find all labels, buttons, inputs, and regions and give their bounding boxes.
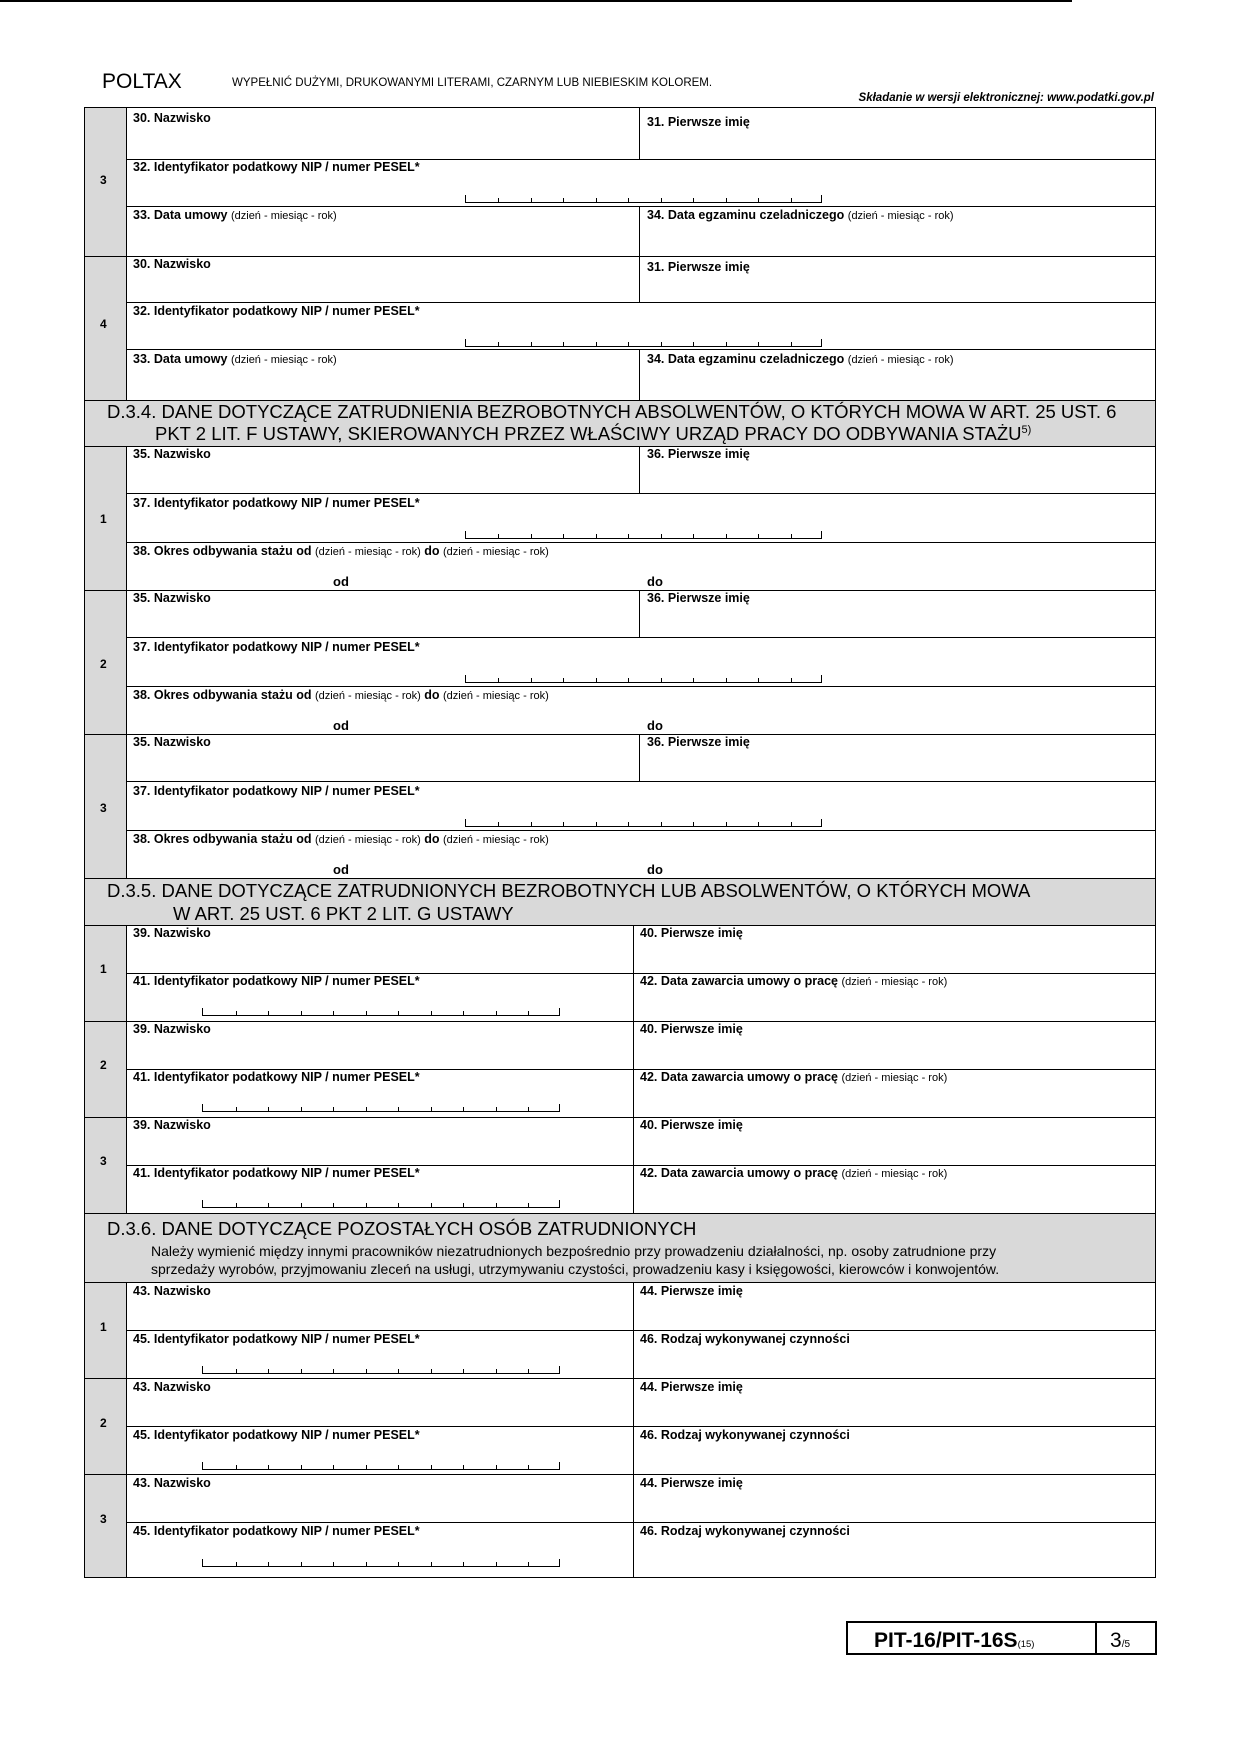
id-digit-boxes [202, 1559, 560, 1567]
id-digit-separator [498, 198, 499, 202]
id-digit-boxes [465, 531, 822, 539]
field-label: 44. Pierwsze imię [640, 1284, 743, 1298]
id-digit-separator [431, 1369, 432, 1373]
id-digit-separator [301, 1011, 302, 1015]
id-digit-boxes [465, 675, 822, 683]
id-digit-separator [463, 1203, 464, 1207]
id-digit-separator [628, 822, 629, 826]
form-code-box [848, 1623, 1097, 1653]
id-digit-separator [366, 1107, 367, 1111]
id-digit-separator [398, 1011, 399, 1015]
id-digit-separator [628, 534, 629, 538]
header-divider [0, 0, 1072, 2]
id-digit-separator [758, 822, 759, 826]
field-label: 44. Pierwsze imię [640, 1380, 743, 1394]
id-digit-separator [726, 342, 727, 346]
field-label: 37. Identyfikator podatkowy NIP / numer PESEL* [133, 784, 420, 798]
id-digit-separator [366, 1465, 367, 1469]
id-digit-separator [496, 1203, 497, 1207]
id-digit-separator [431, 1562, 432, 1566]
field-label: 40. Pierwsze imię [640, 1022, 743, 1036]
id-digit-separator [333, 1369, 334, 1373]
id-digit-boxes [202, 1200, 560, 1208]
id-digit-separator [496, 1562, 497, 1566]
field-label: 45. Identyfikator podatkowy NIP / numer PESEL* [133, 1332, 420, 1346]
id-digit-separator [463, 1369, 464, 1373]
id-digit-separator [268, 1203, 269, 1207]
id-digit-separator [236, 1369, 237, 1373]
id-digit-separator [528, 1107, 529, 1111]
id-digit-separator [398, 1369, 399, 1373]
to-label: do [647, 718, 663, 733]
id-digit-separator [496, 1465, 497, 1469]
field-label: 36. Pierwsze imię [647, 735, 750, 749]
field-label: 30. Nazwisko [133, 111, 211, 125]
section-note: sprzedaży wyrobów, przyjmowaniu zleceń na usługi, utrzymywaniu czystości, prowadzeniu kasy i księgowości, kierowców i konwojentów. [151, 1261, 1000, 1277]
field-label: 38. Okres odbywania stażu od (dzień - miesiąc - rok) do (dzień - miesiąc - rok) [133, 544, 549, 558]
id-digit-separator [758, 678, 759, 682]
id-digit-boxes [202, 1462, 560, 1470]
id-digit-separator [463, 1562, 464, 1566]
field-label: 37. Identyfikator podatkowy NIP / numer PESEL* [133, 640, 420, 654]
id-digit-separator [628, 342, 629, 346]
row-number: 3 [100, 173, 107, 187]
electronic-filing-link[interactable]: Składanie w wersji elektronicznej: www.podatki.gov.pl [858, 92, 1154, 104]
id-digit-separator [463, 1107, 464, 1111]
id-digit-separator [563, 534, 564, 538]
field-label: 35. Nazwisko [133, 591, 211, 605]
field-label: 46. Rodzaj wykonywanej czynności [640, 1332, 850, 1346]
field-label: 39. Nazwisko [133, 926, 211, 940]
id-digit-separator [693, 534, 694, 538]
id-digit-separator [268, 1011, 269, 1015]
id-digit-separator [268, 1562, 269, 1566]
field-label: 40. Pierwsze imię [640, 1118, 743, 1132]
field-label: 42. Data zawarcia umowy o pracę (dzień - miesiąc - rok) [640, 1166, 948, 1180]
field-label: 31. Pierwsze imię [647, 260, 750, 274]
section-title: PKT 2 LIT. F USTAWY, SKIEROWANYCH PRZEZ WŁAŚCIWY URZĄD PRACY DO ODBYWANIA STAŻU$^{5)}$ [155, 423, 1032, 444]
id-digit-separator [791, 534, 792, 538]
field-label: 44. Pierwsze imię [640, 1476, 743, 1490]
id-digit-separator [333, 1107, 334, 1111]
id-digit-boxes [465, 819, 822, 827]
section-title: D.3.6. DANE DOTYCZĄCE POZOSTAŁYCH OSÓB ZATRUDNIONYCH [107, 1218, 697, 1239]
section-header-d34 [84, 400, 1156, 447]
id-digit-separator [693, 678, 694, 682]
id-digit-separator [366, 1369, 367, 1373]
id-digit-separator [531, 342, 532, 346]
id-digit-separator [758, 198, 759, 202]
id-digit-separator [268, 1369, 269, 1373]
field-label: 36. Pierwsze imię [647, 447, 750, 461]
id-digit-separator [563, 678, 564, 682]
id-digit-separator [498, 342, 499, 346]
row-number: 3 [100, 1154, 107, 1168]
field-label: 42. Data zawarcia umowy o pracę (dzień - miesiąc - rok) [640, 974, 948, 988]
field-label: 32. Identyfikator podatkowy NIP / numer PESEL* [133, 304, 420, 318]
section-title: W ART. 25 UST. 6 PKT 2 LIT. G USTAWY [173, 903, 514, 924]
id-digit-separator [628, 678, 629, 682]
id-digit-separator [333, 1203, 334, 1207]
id-digit-separator [596, 534, 597, 538]
page-number: 3/5 [1110, 1629, 1131, 1652]
form-code: PIT-16/PIT-16S(15) [874, 1629, 1035, 1652]
id-digit-separator [726, 198, 727, 202]
id-digit-separator [496, 1369, 497, 1373]
id-digit-separator [661, 342, 662, 346]
id-digit-separator [398, 1107, 399, 1111]
field-label: 41. Identyfikator podatkowy NIP / numer PESEL* [133, 1070, 420, 1084]
id-digit-separator [398, 1562, 399, 1566]
id-digit-separator [528, 1369, 529, 1373]
id-digit-separator [693, 198, 694, 202]
id-digit-separator [431, 1203, 432, 1207]
id-digit-separator [496, 1011, 497, 1015]
id-digit-separator [528, 1465, 529, 1469]
field-label: 33. Data umowy (dzień - miesiąc - rok) [133, 208, 337, 222]
row-number: 3 [100, 801, 107, 815]
id-digit-separator [498, 678, 499, 682]
id-digit-separator [693, 822, 694, 826]
id-digit-separator [498, 822, 499, 826]
section-title: D.3.5. DANE DOTYCZĄCE ZATRUDNIONYCH BEZROBOTNYCH LUB ABSOLWENTÓW, O KTÓRYCH MOWA [107, 880, 1031, 901]
id-digit-separator [431, 1465, 432, 1469]
id-digit-separator [528, 1562, 529, 1566]
id-digit-separator [333, 1011, 334, 1015]
id-digit-separator [628, 198, 629, 202]
id-digit-separator [563, 342, 564, 346]
field-label: 42. Data zawarcia umowy o pracę (dzień - miesiąc - rok) [640, 1070, 948, 1084]
id-digit-separator [333, 1465, 334, 1469]
id-digit-separator [791, 678, 792, 682]
row-number: 4 [100, 317, 107, 331]
to-label: do [647, 574, 663, 589]
id-digit-separator [301, 1562, 302, 1566]
id-digit-separator [596, 198, 597, 202]
field-label: 34. Data egzaminu czeladniczego (dzień - miesiąc - rok) [647, 208, 954, 222]
id-digit-boxes [202, 1104, 560, 1112]
field-label: 41. Identyfikator podatkowy NIP / numer PESEL* [133, 974, 420, 988]
id-digit-separator [236, 1465, 237, 1469]
field-label: 38. Okres odbywania stażu od (dzień - miesiąc - rok) do (dzień - miesiąc - rok) [133, 688, 549, 702]
id-digit-separator [531, 198, 532, 202]
id-digit-separator [236, 1203, 237, 1207]
field-label: 45. Identyfikator podatkowy NIP / numer PESEL* [133, 1428, 420, 1442]
field-label: 36. Pierwsze imię [647, 591, 750, 605]
field-label: 40. Pierwsze imię [640, 926, 743, 940]
id-digit-separator [496, 1107, 497, 1111]
section-title: D.3.4. DANE DOTYCZĄCE ZATRUDNIENIA BEZROBOTNYCH ABSOLWENTÓW, O KTÓRYCH MOWA W ART. 25 UST. 6 [107, 401, 1117, 422]
id-digit-separator [563, 822, 564, 826]
id-digit-separator [791, 198, 792, 202]
brand-logo-text: POLTAX [102, 70, 182, 93]
section-header-d35 [84, 878, 1156, 926]
row-number: 1 [100, 1320, 107, 1334]
row-number: 1 [100, 512, 107, 526]
field-label: 35. Nazwisko [133, 447, 211, 461]
id-digit-separator [693, 342, 694, 346]
id-digit-separator [531, 822, 532, 826]
field-label: 39. Nazwisko [133, 1022, 211, 1036]
id-digit-separator [268, 1107, 269, 1111]
field-label: 31. Pierwsze imię [647, 115, 750, 129]
id-digit-separator [333, 1562, 334, 1566]
id-digit-separator [431, 1107, 432, 1111]
section-header-d36 [84, 1213, 1156, 1283]
from-label: od [333, 574, 349, 589]
field-label: 46. Rodzaj wykonywanej czynności [640, 1524, 850, 1538]
row-number: 2 [100, 1416, 107, 1430]
id-digit-separator [791, 342, 792, 346]
section-note: Należy wymienić między innymi pracowników niezatrudnionych bezpośrednio przy prowadzeniu działalności, np. osoby zatrudnione przy [151, 1243, 997, 1259]
id-digit-separator [268, 1465, 269, 1469]
id-digit-separator [236, 1011, 237, 1015]
id-digit-separator [531, 678, 532, 682]
id-digit-separator [236, 1562, 237, 1566]
id-digit-separator [726, 534, 727, 538]
id-digit-separator [398, 1203, 399, 1207]
field-label: 46. Rodzaj wykonywanej czynności [640, 1428, 850, 1442]
id-digit-separator [661, 678, 662, 682]
id-digit-separator [431, 1011, 432, 1015]
id-digit-separator [726, 822, 727, 826]
id-digit-separator [528, 1011, 529, 1015]
field-label: 32. Identyfikator podatkowy NIP / numer PESEL* [133, 160, 420, 174]
id-digit-boxes [465, 339, 822, 347]
id-digit-separator [366, 1011, 367, 1015]
id-digit-separator [661, 198, 662, 202]
field-label: 45. Identyfikator podatkowy NIP / numer PESEL* [133, 1524, 420, 1538]
field-label: 38. Okres odbywania stażu od (dzień - miesiąc - rok) do (dzień - miesiąc - rok) [133, 832, 549, 846]
id-digit-separator [301, 1465, 302, 1469]
from-label: od [333, 718, 349, 733]
id-digit-separator [236, 1107, 237, 1111]
id-digit-separator [301, 1369, 302, 1373]
id-digit-separator [661, 822, 662, 826]
id-digit-separator [301, 1107, 302, 1111]
id-digit-separator [301, 1203, 302, 1207]
row-number: 3 [100, 1512, 107, 1526]
id-digit-boxes [202, 1366, 560, 1374]
id-digit-separator [366, 1562, 367, 1566]
from-label: od [333, 862, 349, 877]
row-number: 2 [100, 1058, 107, 1072]
id-digit-separator [596, 678, 597, 682]
to-label: do [647, 862, 663, 877]
id-digit-separator [528, 1203, 529, 1207]
id-digit-separator [563, 198, 564, 202]
field-label: 41. Identyfikator podatkowy NIP / numer PESEL* [133, 1166, 420, 1180]
fill-instruction: WYPEŁNIĆ DUŻYMI, DRUKOWANYMI LITERAMI, CZARNYM LUB NIEBIESKIM KOLOREM. [232, 77, 713, 89]
field-label: 34. Data egzaminu czeladniczego (dzień - miesiąc - rok) [647, 352, 954, 366]
row-number-cell [84, 1474, 127, 1578]
field-label: 43. Nazwisko [133, 1476, 211, 1490]
id-digit-separator [758, 342, 759, 346]
form-footer [846, 1621, 1157, 1655]
field-label: 35. Nazwisko [133, 735, 211, 749]
id-digit-separator [398, 1465, 399, 1469]
id-digit-separator [596, 342, 597, 346]
id-digit-boxes [202, 1008, 560, 1016]
field-label: 33. Data umowy (dzień - miesiąc - rok) [133, 352, 337, 366]
id-digit-boxes [465, 195, 822, 203]
id-digit-separator [531, 534, 532, 538]
row-number: 2 [100, 657, 107, 671]
id-digit-separator [758, 534, 759, 538]
id-digit-separator [791, 822, 792, 826]
field-label: 43. Nazwisko [133, 1380, 211, 1394]
id-digit-separator [498, 534, 499, 538]
id-digit-separator [366, 1203, 367, 1207]
field-label: 39. Nazwisko [133, 1118, 211, 1132]
id-digit-separator [661, 534, 662, 538]
id-digit-separator [726, 678, 727, 682]
id-digit-separator [463, 1465, 464, 1469]
field-label: 37. Identyfikator podatkowy NIP / numer PESEL* [133, 496, 420, 510]
id-digit-separator [596, 822, 597, 826]
row-number: 1 [100, 962, 107, 976]
field-label: 43. Nazwisko [133, 1284, 211, 1298]
field-label: 30. Nazwisko [133, 257, 211, 271]
id-digit-separator [463, 1011, 464, 1015]
